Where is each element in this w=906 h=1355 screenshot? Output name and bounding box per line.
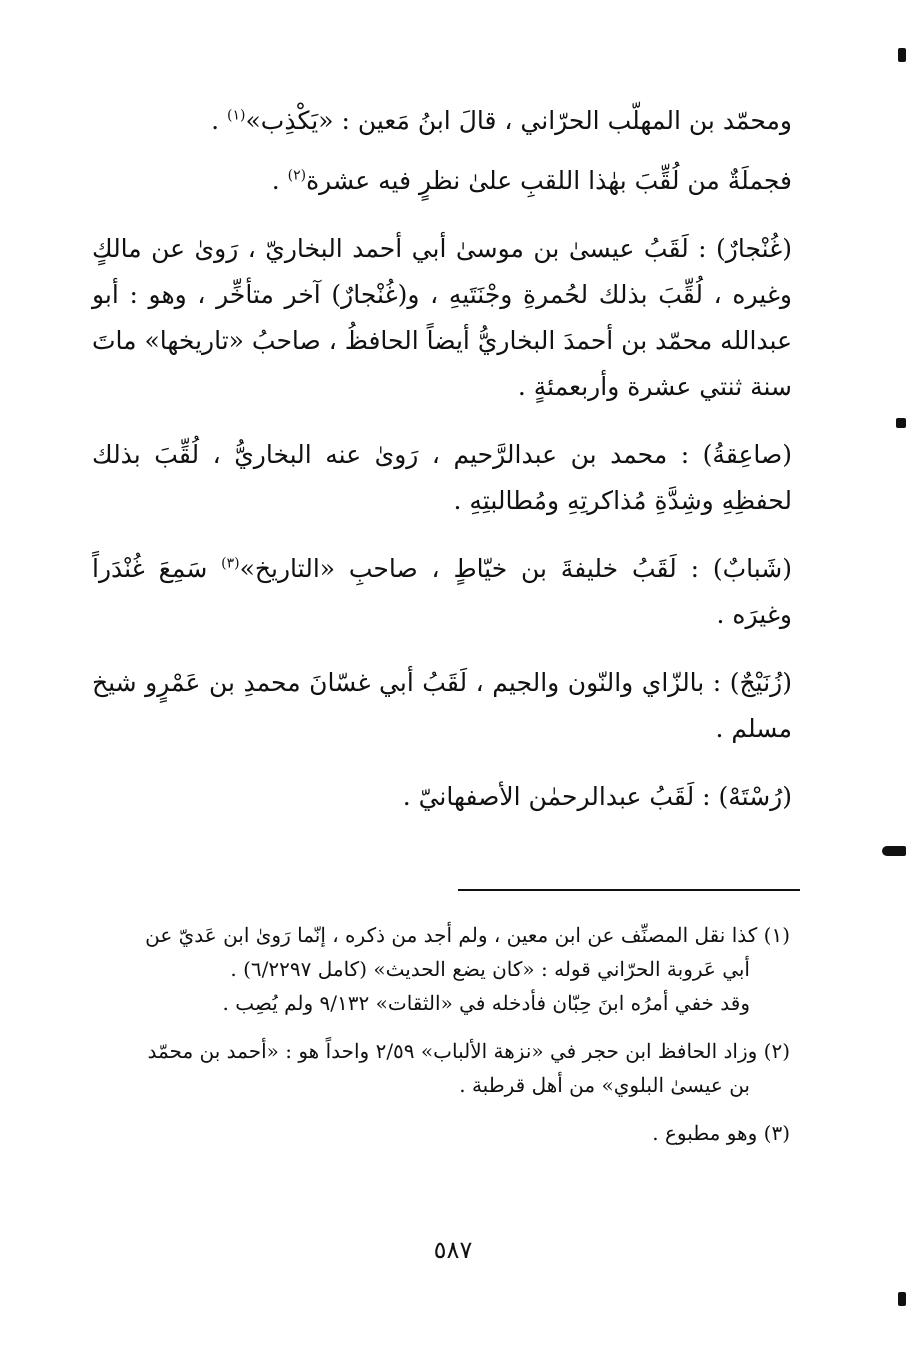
paragraph-shabab-end: سَمِعَ غُنْدَراً وغيرَه .	[92, 554, 792, 629]
footnotes	[100, 918, 790, 1164]
footnote-2	[100, 1034, 790, 1102]
main-text	[92, 98, 792, 842]
paragraph-rustah: (رُسْتَهْ) : لَقَبُ عبدالرحمٰن الأصفهانيّ .	[402, 782, 792, 811]
paragraph-shabab-text: (شَبابٌ) : لَقَبُ خليفةَ بن خيّاطٍ ، صاحبِ «التاريخ»	[239, 554, 792, 583]
footnote-1-line-2: أبي عَروبة الحرّاني قوله : «كان يضع الحديث» (كامل ٦/٢٢٩٧) .	[230, 957, 750, 981]
footnote-mark-2: (٢)	[287, 167, 307, 184]
footnote-3: (٣) وهو مطبوع .	[652, 1121, 790, 1145]
paragraph-saiqa: (صاعِقةُ) : محمد بن عبدالرَّحيم ، رَوىٰ عنه البخاريُّ ، لُقِّبَ بذلك لحفظِهِ وشِدَّةِ مُذاكرتِهِ ومُطالبتِهِ .	[92, 440, 792, 515]
paragraph-zunayj: (زُنَيْجٌ) : بالزّاي والنّون والجيم ، لَقَبُ أبي غسّانَ محمدِ بن عَمْرٍو شيخ مسلم .	[92, 668, 792, 743]
footnote-mark-3: (٣)	[221, 555, 240, 572]
footnote-mark-1: (١)	[227, 107, 246, 124]
margin-mark-bottom	[898, 1292, 906, 1306]
margin-mark-middle	[896, 418, 906, 428]
footnote-1	[100, 918, 790, 1020]
footnote-1-line-3: وقد خفي أمرُه ابنَ حِبّان فأدخله في «الثقات» ٩/١٣٢ ولم يُصِب .	[222, 991, 750, 1015]
paragraph-2	[92, 158, 792, 204]
footnote-1-line-1: (١) كذا نقل المصنِّف عن ابن معين ، ولم أجد من ذكره ، إنّما رَوىٰ ابن عَديّ عن	[145, 923, 790, 947]
paragraph-ghunjar: (غُنْجارٌ) : لَقَبُ عيسىٰ بن موسىٰ أبي أحمد البخاريّ ، رَوىٰ عن مالكٍ وغيره ، لُقِّبَ بذلك لحُمرةِ وجْنَتَيهِ ، و(غُنْجارٌ) آخر متأخِّر ، وهو : أبو عبدالله محمّد بن أحمدَ البخاريُّ أيضاً الحافظُ ، صاحبُ «تاريخها» ماتَ سنة ثنتي عشرة وأربعمئةٍ .	[92, 234, 792, 401]
margin-mark-arrow	[882, 846, 906, 856]
footnote-2-line-2: بن عيسىٰ البلوي» من أهل قرطبة .	[459, 1073, 750, 1097]
paragraph-shabab	[92, 546, 792, 638]
paragraph-1-end: .	[211, 106, 228, 135]
footnote-divider	[458, 889, 800, 891]
paragraph-1-text: ومحمّد بن المهلّب الحرّاني ، قالَ ابنُ مَعين : «يَكْذِب»	[245, 106, 792, 135]
paragraph-2-end: .	[271, 166, 288, 195]
margin-mark-top	[898, 48, 906, 62]
page-number: ٥٨٧	[433, 1236, 473, 1264]
footnote-2-line-1: (٢) وزاد الحافظ ابن حجر في «نزهة الألباب» ٢/٥٩ واحداً هو : «أحمد بن محمّد	[147, 1039, 790, 1063]
paragraph-1	[92, 98, 792, 144]
paragraph-2-text: فجملَةٌ من لُقِّبَ بهٰذا اللقبِ علىٰ نظرٍ فيه عشرة	[306, 166, 792, 195]
